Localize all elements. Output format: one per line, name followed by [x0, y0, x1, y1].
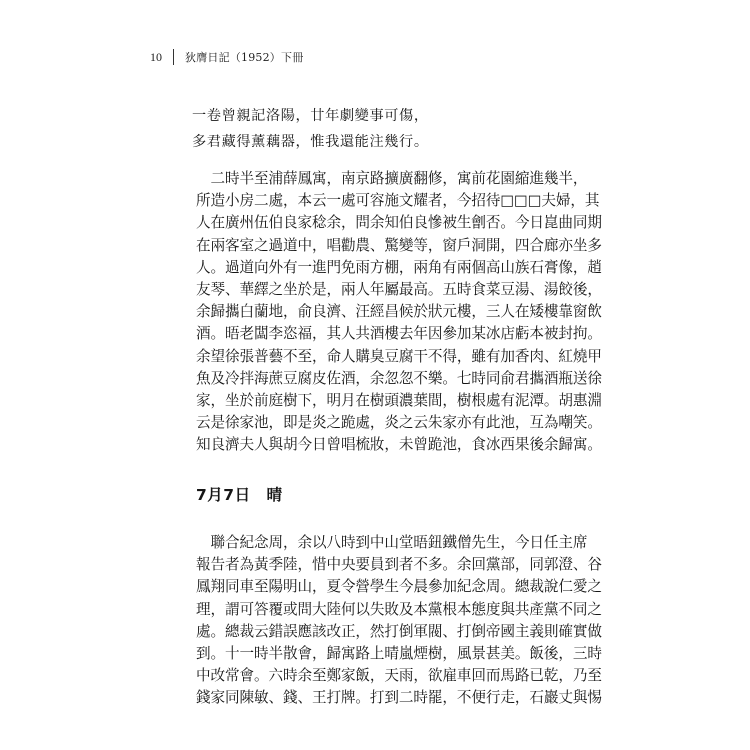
- poem-block: [192, 103, 572, 155]
- text-line: 魚及冷拌海蔗豆腐皮佐酒，余忽忽不樂。七時同俞君攜酒瓶送徐: [196, 369, 602, 387]
- running-title: 狄膺日記（1952）下冊: [185, 51, 304, 64]
- text-line: 余歸攜白蘭地，俞良濟、汪經昌候於狀元樓，三人在矮樓靠窗飲: [196, 303, 602, 321]
- diary-paragraph: [196, 168, 602, 456]
- text-line: 人在廣州伍伯良家稔余，問余知伯良慘被生劊否。今日崑曲同期: [196, 214, 602, 232]
- text-line: 余望徐張普藝不至，命人購臭豆腐干不得，雖有加香肉、紅燒甲: [196, 347, 602, 365]
- page-number: 10: [150, 49, 162, 64]
- text-line: 中改常會。六時余至鄭家飯，天雨，欲雇車回而馬路已乾，乃至: [196, 667, 602, 685]
- diary-paragraph: [196, 532, 602, 710]
- text-line: 酒。晤老闆李恣福，其人共酒樓去年因參加某冰店虧本被封拘。: [196, 325, 602, 343]
- poem-line: 一卷曾親記洛陽，廿年劇變事可傷，: [192, 108, 429, 124]
- text-line: 報告者為黃季陸，惜中央要員到者不多。余回黨部，同郭澄、谷: [196, 556, 602, 574]
- poem-line: 多君藏得薰藕器，惟我還能注幾行。: [192, 134, 429, 150]
- text-line: 云是徐家池，即是炎之跪處，炎之云朱家亦有此池，互為嘲笑。: [196, 414, 602, 432]
- text-line: 聯合紀念周，余以八時到中山堂晤鈕鐵僧先生，今日任主席: [196, 534, 588, 551]
- text-line: 鳳翔同車至陽明山，夏令營學生今晨參加紀念周。總裁說仁愛之: [196, 578, 602, 596]
- page-header: [150, 46, 303, 68]
- text-line: 理，謂可答覆或問大陸何以失敗及本黨根本態度與共產黨不同之: [196, 600, 602, 618]
- text-line: 知良濟夫人與胡今日曾唱梳妝，未曾跪池，食冰西果後余歸寓。: [196, 436, 602, 454]
- text-line: 友琴、華繹之坐於是，兩人年屬最高。五時食菜豆湯、湯餃後，: [196, 280, 602, 298]
- text-line: 在兩客室之過道中，唱勸農、驚變等，窗戶洞開，四合廊亦坐多: [196, 236, 602, 254]
- text-line: 二時半至浦薛鳳寓，南京路擴廣翻修，寓前花園縮進幾半，: [196, 170, 588, 187]
- text-line: 家，坐於前庭樹下，明月在樹頭濃葉間，樹根處有泥潭。胡惠淵: [196, 391, 602, 409]
- text-line: 錢家同陳敏、錢、王打牌。打到二時罷，不便行走，石巖丈與惕: [196, 689, 602, 707]
- text-line: 所造小房二處，本云一處可容施文耀者，今招待□□□夫婦，其: [196, 192, 600, 210]
- entry-date-heading: 7月7日 晴: [196, 486, 283, 504]
- text-line: 處。總裁云錯誤應該改正，然打倒軍閥、打倒帝國主義則確實做: [196, 622, 602, 640]
- header-divider: [173, 49, 174, 65]
- text-line: 到。十一時半散會，歸寓路上晴嵐煙樹，風景甚美。飯後，三時: [196, 644, 602, 662]
- text-line: 人。過道向外有一進門免雨方棚，兩角有兩個高山族石膏像，趙: [196, 258, 602, 276]
